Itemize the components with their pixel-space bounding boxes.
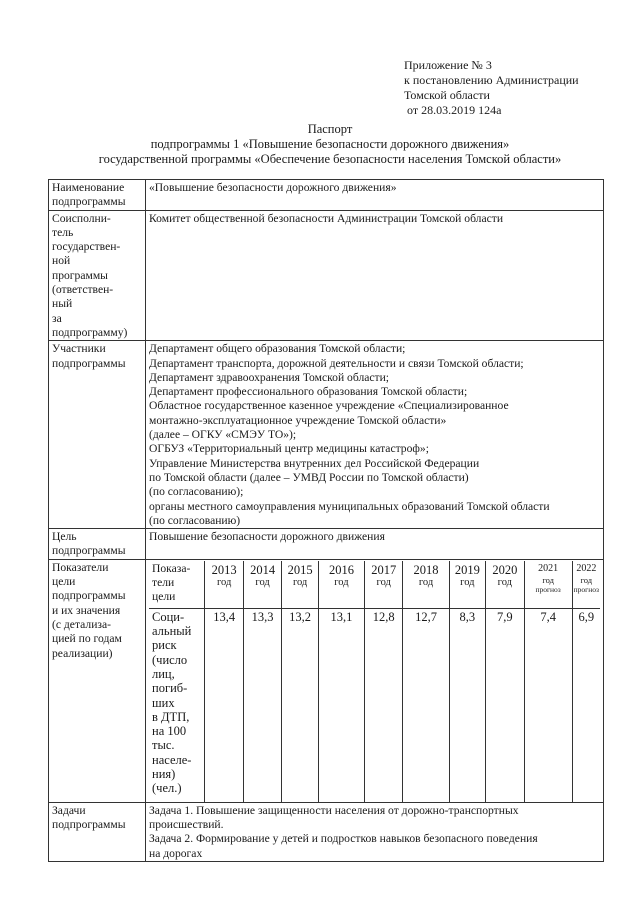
label-line: программы [52, 268, 108, 282]
appendix-header [404, 58, 579, 118]
header-line: цели [152, 590, 176, 604]
row-value [146, 341, 604, 529]
label-line: подпрограммы [52, 818, 126, 832]
value-line: (по согласованию) [149, 513, 241, 527]
year-unit: год [542, 574, 554, 585]
value-line: происшествий. [149, 818, 224, 832]
label-line: Наименование [52, 181, 125, 194]
indicator-line: риск [152, 638, 177, 653]
passport-table [48, 179, 604, 862]
year-unit: год [497, 576, 513, 588]
row-label [49, 210, 146, 341]
indicator-value: 13,4 [205, 608, 243, 802]
indicator-line: ния) [152, 766, 176, 781]
label-line: цели [52, 575, 76, 589]
year-unit: год [580, 574, 593, 585]
value-line: Департамент здравоохранения Томской области; [149, 370, 390, 384]
indicator-line: погиб- [152, 681, 188, 696]
label-line: ный [52, 297, 73, 311]
year-header [486, 561, 524, 609]
value-line: (по согласованию); [149, 485, 244, 499]
label-line: Показатели [52, 560, 109, 574]
label-line: подпрограммы [52, 589, 126, 603]
row-tasks [49, 802, 604, 861]
appendix-line: Томской области [404, 88, 490, 102]
label-line: за [52, 311, 62, 325]
row-label [49, 802, 146, 861]
indicator-line: Соци- [152, 609, 185, 624]
indicators-header-row [149, 561, 600, 609]
value-line: ОГБУЗ «Территориальный центр медицины катастроф»; [149, 442, 429, 456]
year-label: 2015 [287, 562, 313, 577]
appendix-line: от 28.03.2019 124а [407, 103, 502, 117]
forecast-note: прогноз [535, 584, 561, 594]
document-title: Паспорт [307, 122, 353, 136]
year-header [449, 561, 486, 609]
indicator-line: ших [152, 695, 175, 710]
appendix-line: к постановлению Администрации [404, 73, 579, 87]
year-header [572, 561, 600, 609]
row-participants [49, 341, 604, 529]
value-line: на дорогах [149, 846, 203, 860]
document-subtitle: государственной программы «Обеспечение безопасности населения Томской области» [98, 152, 562, 166]
indicator-value: 6,9 [572, 608, 600, 802]
label-line: реализации) [52, 646, 113, 660]
indicator-line: альный [152, 624, 192, 639]
year-unit: год [216, 576, 232, 588]
value-line: Департамент транспорта, дорожной деятельности и связи Томской области; [149, 356, 524, 370]
document-subtitle: подпрограммы 1 «Повышение безопасности дорожного движения» [150, 137, 510, 151]
year-unit: год [292, 576, 308, 588]
label-line: подпрограммы [52, 356, 126, 370]
value-line: Задача 2. Формирование у детей и подростков навыков безопасного поведения [149, 832, 538, 846]
label-line: ной [52, 254, 71, 268]
indicator-name [149, 608, 205, 802]
label-line: подпрограммы [52, 195, 126, 209]
label-line: подпрограммы [52, 544, 126, 558]
indicator-value: 13,3 [243, 608, 281, 802]
label-line: (с детализа- [52, 617, 111, 631]
year-label: 2016 [328, 562, 354, 577]
value-line: Задача 1. Повышение защищенности населения от дорожно-транспортных [149, 803, 519, 817]
row-label [49, 341, 146, 529]
indicator-line: (чел.) [152, 781, 182, 796]
year-header [243, 561, 281, 609]
label-line: (ответствен- [52, 283, 114, 297]
year-header [318, 561, 364, 609]
indicator-line: тыс. [152, 738, 175, 753]
indicator-line: лиц, [152, 666, 175, 681]
value-line: Департамент профессионального образования Томской области; [149, 385, 468, 399]
indicator-value: 8,3 [449, 608, 486, 802]
year-label: 2019 [454, 562, 480, 577]
year-header [524, 561, 572, 609]
indicator-value: 7,4 [524, 608, 572, 802]
forecast-note: прогноз [573, 584, 599, 594]
row-name [49, 180, 604, 211]
year-label: 2018 [413, 562, 439, 577]
row-coexecutor [49, 210, 604, 341]
row-value [146, 529, 604, 560]
indicator-value: 13,1 [318, 608, 364, 802]
value-line: «Повышение безопасности дорожного движения» [149, 181, 397, 194]
label-line: цией по годам [52, 632, 122, 646]
label-line: государствен- [52, 240, 121, 254]
year-header [403, 561, 449, 609]
indicators-cell [146, 559, 604, 802]
year-header [364, 561, 402, 609]
value-line: Повышение безопасности дорожного движения [149, 530, 385, 544]
year-label: 2017 [371, 562, 397, 577]
value-line: (далее – ОГКУ «СМЭУ ТО»); [149, 428, 297, 442]
label-line: подпрограмму) [52, 325, 128, 339]
value-line: Департамент общего образования Томской области; [149, 342, 406, 356]
appendix-line: Приложение № 3 [404, 58, 492, 72]
label-line: тель [52, 225, 74, 239]
year-label: 2013 [211, 562, 237, 577]
value-line: Комитет общественной безопасности Администрации Томской области [149, 211, 504, 225]
year-unit: год [418, 576, 434, 588]
header-line: тели [152, 576, 175, 590]
row-goal [49, 529, 604, 560]
row-value [146, 210, 604, 341]
indicator-value: 7,9 [486, 608, 524, 802]
value-line: органы местного самоуправления муниципальных образований Томской области [149, 499, 550, 513]
indicator-value: 12,8 [364, 608, 402, 802]
indicator-line: на 100 [152, 724, 187, 739]
year-unit: год [376, 576, 391, 588]
row-value [146, 802, 604, 861]
value-line: по Томской области (далее – УМВД России по Томской области) [149, 470, 469, 484]
indicator-value: 12,7 [403, 608, 449, 802]
label-line: и их значения [52, 603, 121, 617]
label-line: Участники [52, 342, 106, 356]
year-unit: год [334, 576, 349, 588]
row-value [146, 180, 604, 211]
row-label [49, 180, 146, 211]
label-line: Соисполни- [52, 211, 111, 225]
indicators-table [149, 561, 600, 802]
indicator-line: в ДТП, [152, 709, 190, 724]
year-label: 2022 [576, 562, 597, 574]
year-header [205, 561, 243, 609]
indicator-value: 13,2 [282, 608, 319, 802]
year-label: 2014 [250, 562, 276, 577]
label-line: Задачи [52, 803, 86, 817]
year-header [282, 561, 319, 609]
row-label [49, 529, 146, 560]
header-line: Показа- [152, 561, 191, 575]
indicator-line: населе- [152, 752, 192, 767]
label-line: Цель [52, 530, 77, 544]
indicator-line: (число [152, 652, 188, 667]
value-line: монтажно-эксплуатационное учреждение Томской области» [149, 413, 447, 427]
indicators-value-row [149, 608, 600, 802]
row-label [49, 559, 146, 802]
row-indicators [49, 559, 604, 802]
value-line: Областное государственное казенное учреждение «Специализированное [149, 399, 509, 413]
year-unit: год [255, 576, 270, 588]
year-label: 2021 [538, 562, 559, 574]
year-label: 2020 [492, 562, 518, 577]
indicator-header [149, 561, 205, 609]
value-line: Управление Министерства внутренних дел Российской Федерации [149, 456, 480, 470]
year-unit: год [460, 576, 475, 588]
